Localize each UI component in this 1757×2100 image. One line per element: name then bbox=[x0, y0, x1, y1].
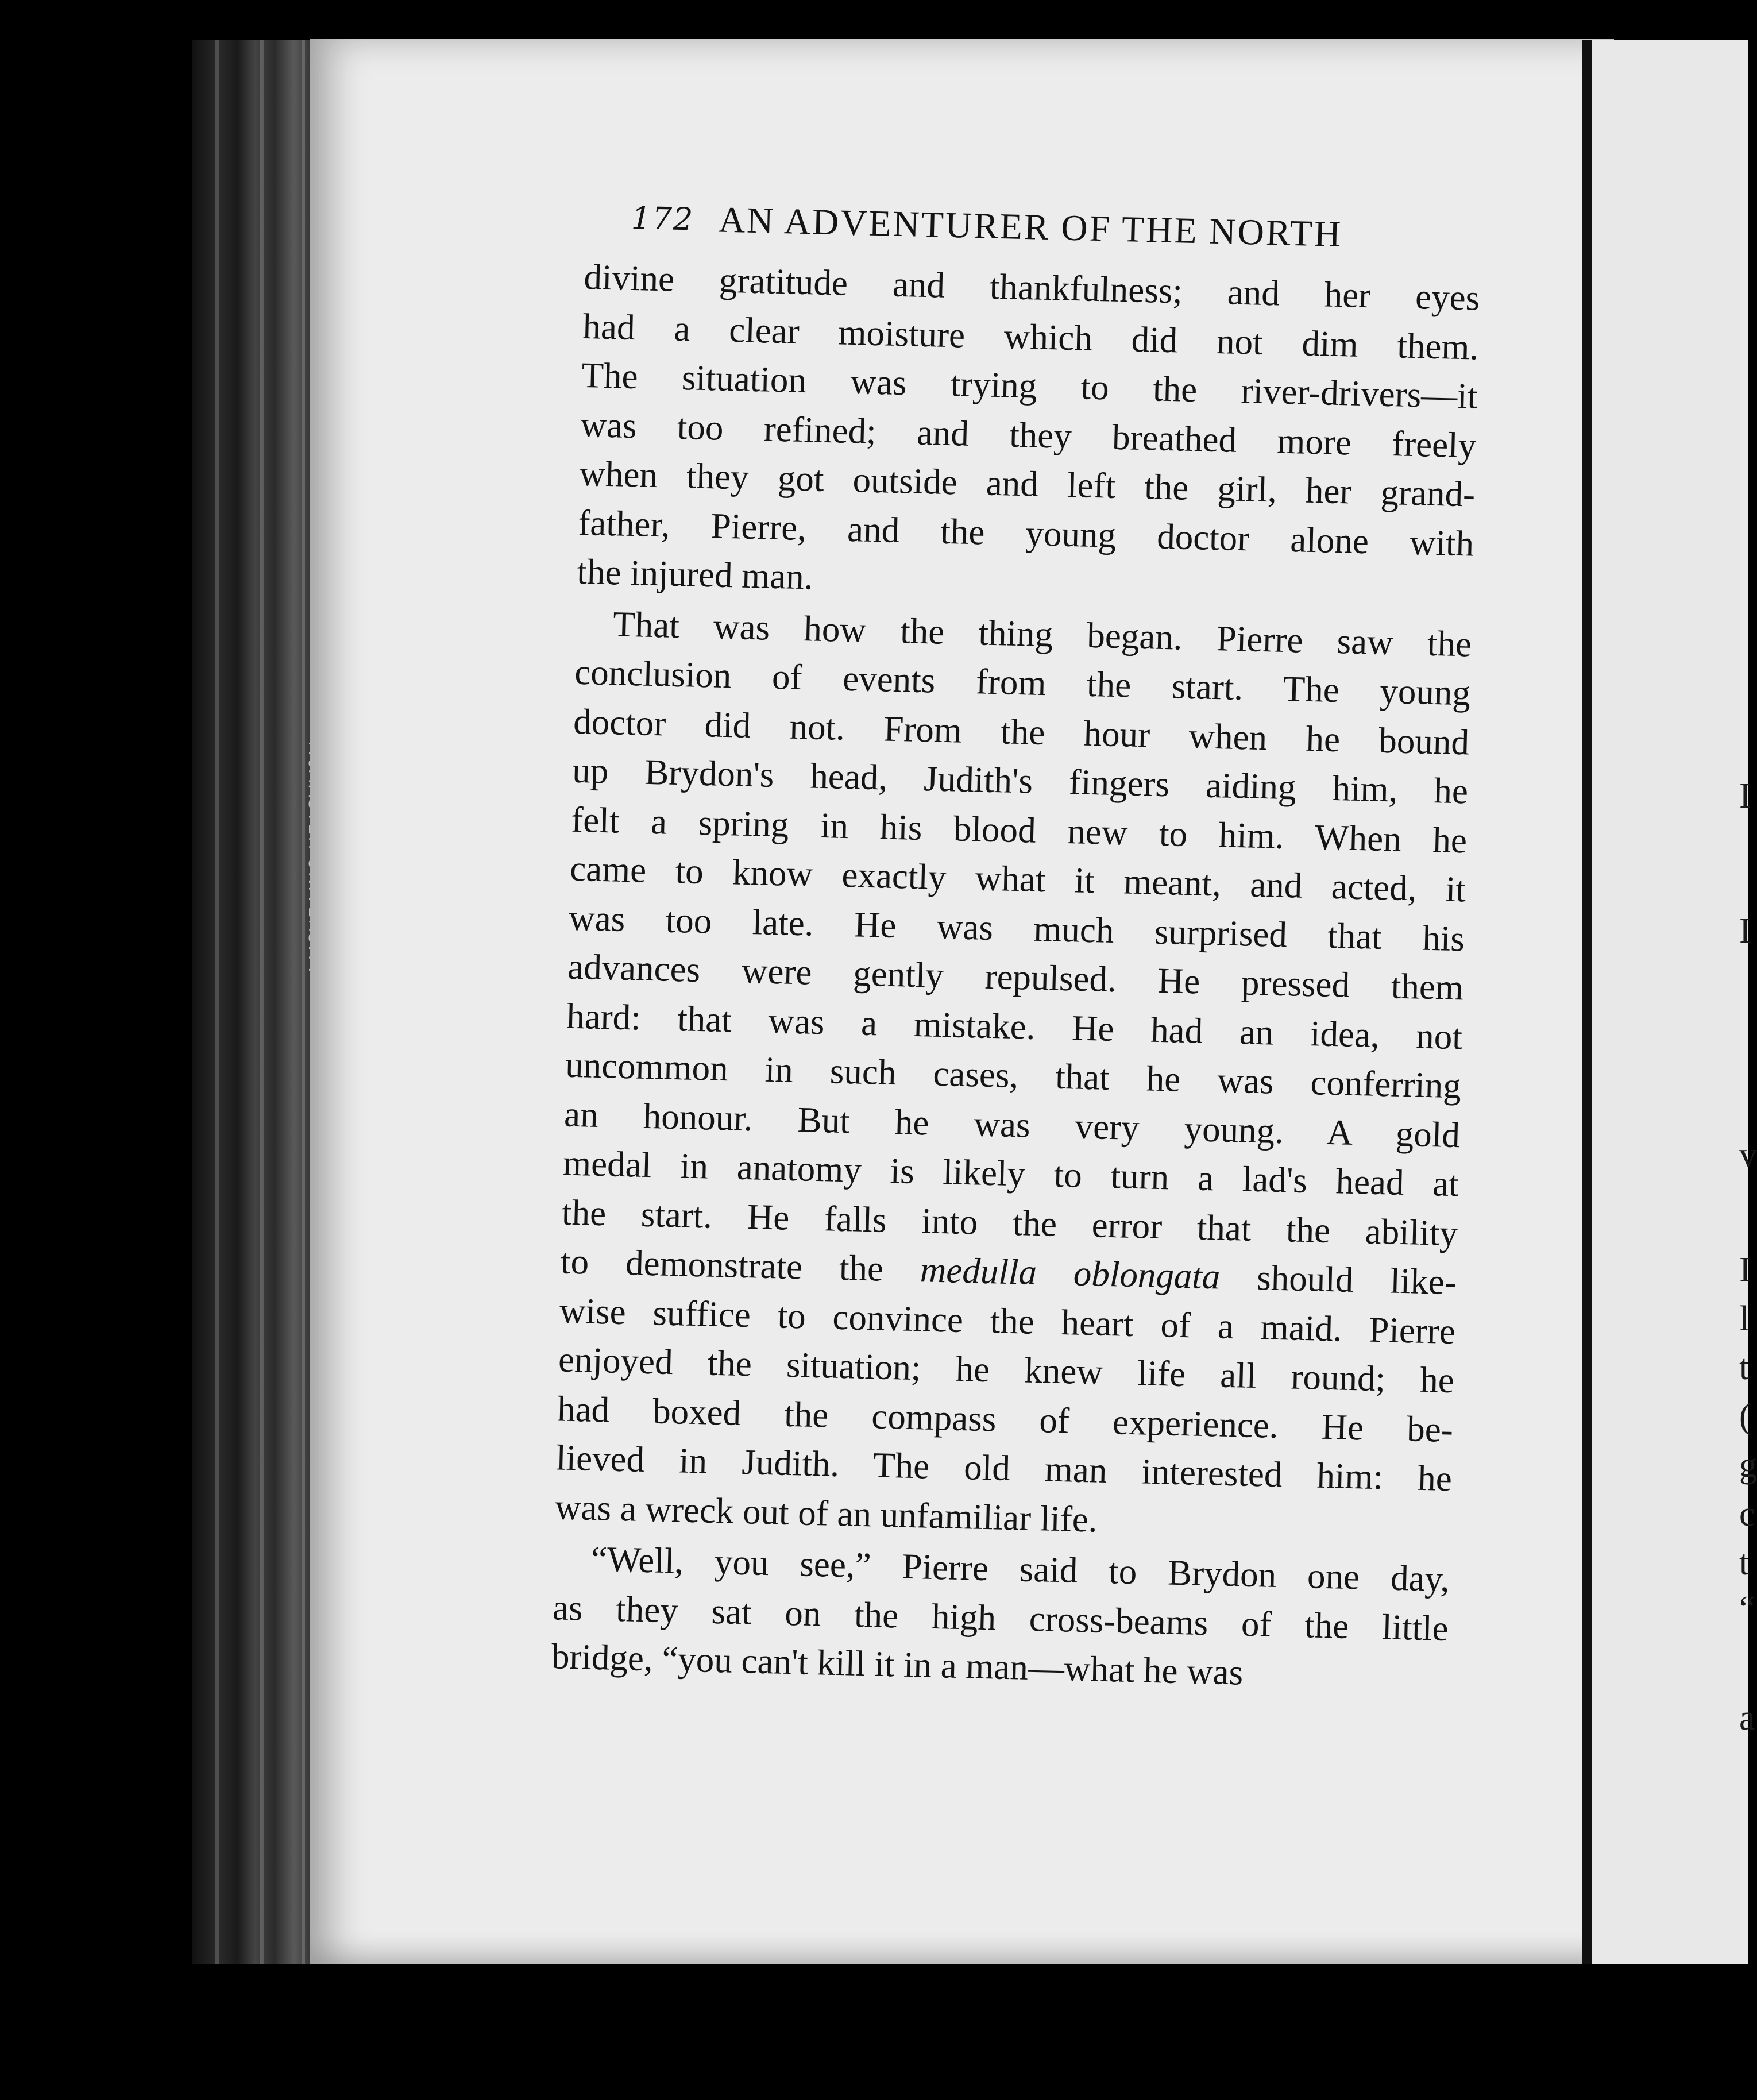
page-number: 172 bbox=[631, 199, 694, 238]
text-line: conclusion of events from the start. The young bbox=[574, 651, 1471, 713]
text-line: “Well, you see,” Pierre said to Brydon one day, bbox=[590, 1538, 1450, 1600]
text-line: felt a spring in his blood new to him. When he bbox=[570, 799, 1468, 860]
facing-page-letter: l bbox=[1739, 1299, 1750, 1338]
text-line: father, Pierre, and the young doctor alone with bbox=[577, 502, 1474, 564]
facing-page-letter: a bbox=[1739, 1698, 1755, 1738]
text-line: came to know exactly what it meant, and acted, it bbox=[569, 848, 1466, 910]
text-line: hard: that was a mistake. He had an idea, not bbox=[566, 995, 1463, 1057]
italic-term: medulla oblongata bbox=[920, 1249, 1221, 1297]
gutter-shadow bbox=[1582, 40, 1593, 1976]
text-line: bridge, “you can't kill it in a man—what he was bbox=[551, 1636, 1244, 1693]
text-line: The situation was trying to the river-drivers—it bbox=[581, 354, 1478, 416]
scan-background bbox=[0, 1964, 1748, 2100]
text-line: had boxed the compass of experience. He be- bbox=[557, 1388, 1454, 1450]
facing-page-letter: v bbox=[1739, 1136, 1757, 1175]
paragraph bbox=[554, 599, 1472, 1553]
text-line: as they sat on the high cross-beams of the little bbox=[552, 1586, 1449, 1649]
facing-page-letter: t bbox=[1739, 1543, 1750, 1582]
text-line: had a clear moisture which did not dim them. bbox=[582, 306, 1480, 368]
text-line: advances were gently repulsed. He pressed them bbox=[567, 946, 1464, 1008]
paragraph bbox=[577, 253, 1481, 617]
text-line: was too late. He was much surprised that his bbox=[568, 897, 1465, 959]
facing-page-letter: t bbox=[1739, 1348, 1750, 1387]
text-line: the injured man. bbox=[576, 551, 814, 597]
text-line: divine gratitude and thankfulness; and her eyes bbox=[583, 256, 1481, 318]
text-line: was a wreck out of an unfamiliar life. bbox=[554, 1486, 1098, 1540]
page-text-block bbox=[549, 195, 1481, 1796]
text-line: to demonstrate the medulla oblongata should like- bbox=[560, 1241, 1457, 1303]
body-text bbox=[551, 253, 1480, 1703]
text-line: up Brydon's head, Judith's fingers aiding him, he bbox=[571, 750, 1469, 812]
facing-page-letter: I bbox=[1739, 912, 1751, 951]
facing-page-letter: “ bbox=[1739, 1589, 1755, 1628]
book-title: AN ADVENTURER OF THE NORTH bbox=[718, 199, 1343, 255]
text-line: an honour. But he was very young. A gold bbox=[563, 1094, 1461, 1155]
spine-stripe bbox=[215, 40, 219, 1976]
spine-stripe bbox=[260, 40, 264, 1976]
facing-page-letter: I bbox=[1739, 777, 1751, 816]
text-line: uncommon in such cases, that he was conferring bbox=[565, 1044, 1462, 1106]
facing-page-letter: ( bbox=[1739, 1397, 1751, 1436]
text-line: was too refined; and they breathed more freely bbox=[580, 404, 1477, 466]
text-line: the start. He falls into the error that the ability bbox=[561, 1192, 1458, 1253]
facing-page-letter: I bbox=[1739, 1250, 1751, 1290]
text-line: doctor did not. From the hour when he bound bbox=[573, 701, 1470, 762]
facing-page-letter: g bbox=[1739, 1446, 1757, 1485]
text-line: That was how the thing began. Pierre saw the bbox=[612, 603, 1472, 665]
text-line: wise suffice to convince the heart of a maid. Pierre bbox=[559, 1290, 1456, 1352]
text-line: medal in anatomy is likely to turn a lad's head at bbox=[562, 1142, 1459, 1205]
text-line: when they got outside and left the girl, her grand- bbox=[578, 453, 1476, 515]
text-line: lieved in Judith. The old man interested him: he bbox=[555, 1437, 1453, 1499]
facing-page-edge bbox=[1592, 40, 1748, 1976]
paragraph bbox=[551, 1534, 1450, 1702]
text-line: enjoyed the situation; he knew life all round; he bbox=[558, 1339, 1455, 1401]
facing-page-letter: c bbox=[1739, 1495, 1755, 1534]
